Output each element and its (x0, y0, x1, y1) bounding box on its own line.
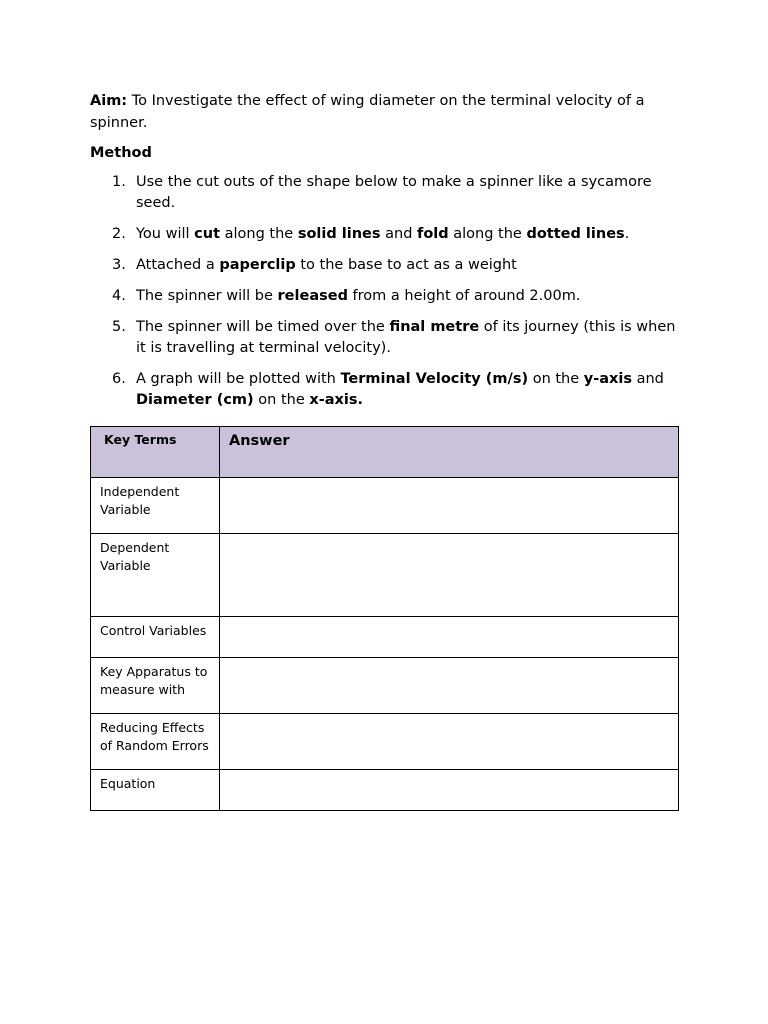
step-text-bold: final metre (389, 319, 480, 335)
header-key-terms-label: Key Terms (104, 432, 177, 447)
term-label: Reducing Effects of Random Errors (100, 720, 209, 753)
step-number: 3. (112, 257, 126, 273)
step-text: and (380, 226, 418, 242)
method-step (90, 172, 680, 214)
term-cell (91, 714, 220, 770)
term-cell (91, 770, 220, 811)
term-cell (91, 658, 220, 714)
step-text: Attached a (136, 257, 220, 273)
step-text: You will (136, 226, 195, 242)
step-text: and (632, 371, 664, 387)
term-label: Equation (100, 776, 156, 791)
step-text: A graph will be plotted with (136, 371, 341, 387)
step-text: on the (253, 392, 310, 408)
step-text: The spinner will be timed over the (136, 319, 390, 335)
term-label: Independent Variable (100, 484, 180, 517)
step-text-bold: paperclip (219, 257, 296, 273)
method-step (90, 286, 680, 307)
table-row (91, 658, 679, 714)
answer-cell-control-variables[interactable] (220, 617, 679, 658)
term-label: Key Apparatus to measure with (100, 664, 208, 697)
method-step (90, 224, 680, 245)
header-key-terms (91, 427, 220, 478)
term-cell (91, 478, 220, 534)
term-label: Dependent Variable (100, 540, 170, 573)
step-text-bold: released (277, 288, 348, 304)
step-text-bold: fold (417, 226, 449, 242)
aim-label: Aim: (90, 93, 128, 109)
method-step (90, 369, 680, 411)
method-heading: Method (90, 145, 152, 161)
table-row (91, 770, 679, 811)
step-text: Use the cut outs of the shape below to make a spinner like a sycamore seed. (136, 174, 652, 211)
table-row (91, 534, 679, 617)
step-text: to the base to act as a weight (295, 257, 517, 273)
answer-cell-equation[interactable] (220, 770, 679, 811)
answer-cell-key-apparatus[interactable] (220, 658, 679, 714)
step-text-bold: Terminal Velocity (m/s) (340, 371, 529, 387)
answer-cell-reducing-random-errors[interactable] (220, 714, 679, 770)
step-number: 1. (112, 174, 126, 190)
table-row (91, 478, 679, 534)
step-text: . (624, 226, 630, 242)
table-row (91, 617, 679, 658)
header-answer (220, 427, 679, 478)
method-step (90, 317, 680, 359)
worksheet-page (90, 90, 680, 421)
term-cell (91, 534, 220, 617)
step-text-bold: Diameter (cm) (136, 392, 254, 408)
key-terms-table (90, 426, 679, 811)
step-text-bold: dotted lines (526, 226, 625, 242)
table-header-row (91, 427, 679, 478)
step-number: 2. (112, 226, 126, 242)
step-text-bold: solid lines (297, 226, 381, 242)
step-text-bold: cut (194, 226, 221, 242)
step-number: 4. (112, 288, 126, 304)
aim-text: To Investigate the effect of wing diameter on the terminal velocity of a spinner. (90, 93, 645, 131)
table-row (91, 714, 679, 770)
method-steps-list (90, 172, 680, 411)
step-text: on the (528, 371, 584, 387)
step-number: 5. (112, 319, 126, 335)
step-text-bold: y-axis (583, 371, 632, 387)
header-answer-label: Answer (229, 433, 290, 449)
step-text: along the (448, 226, 527, 242)
step-text: of its journey (this is when it is travelling at terminal velocity). (136, 319, 676, 356)
answer-cell-dependent-variable[interactable] (220, 534, 679, 617)
term-cell (91, 617, 220, 658)
step-text: along the (220, 226, 298, 242)
aim-paragraph (90, 90, 680, 134)
step-text: from a height of around 2.00m. (347, 288, 581, 304)
term-label: Control Variables (100, 623, 207, 638)
method-step (90, 255, 680, 276)
step-text: The spinner will be (136, 288, 278, 304)
step-text-bold: x-axis. (309, 392, 363, 408)
answer-cell-independent-variable[interactable] (220, 478, 679, 534)
step-number: 6. (112, 371, 126, 387)
